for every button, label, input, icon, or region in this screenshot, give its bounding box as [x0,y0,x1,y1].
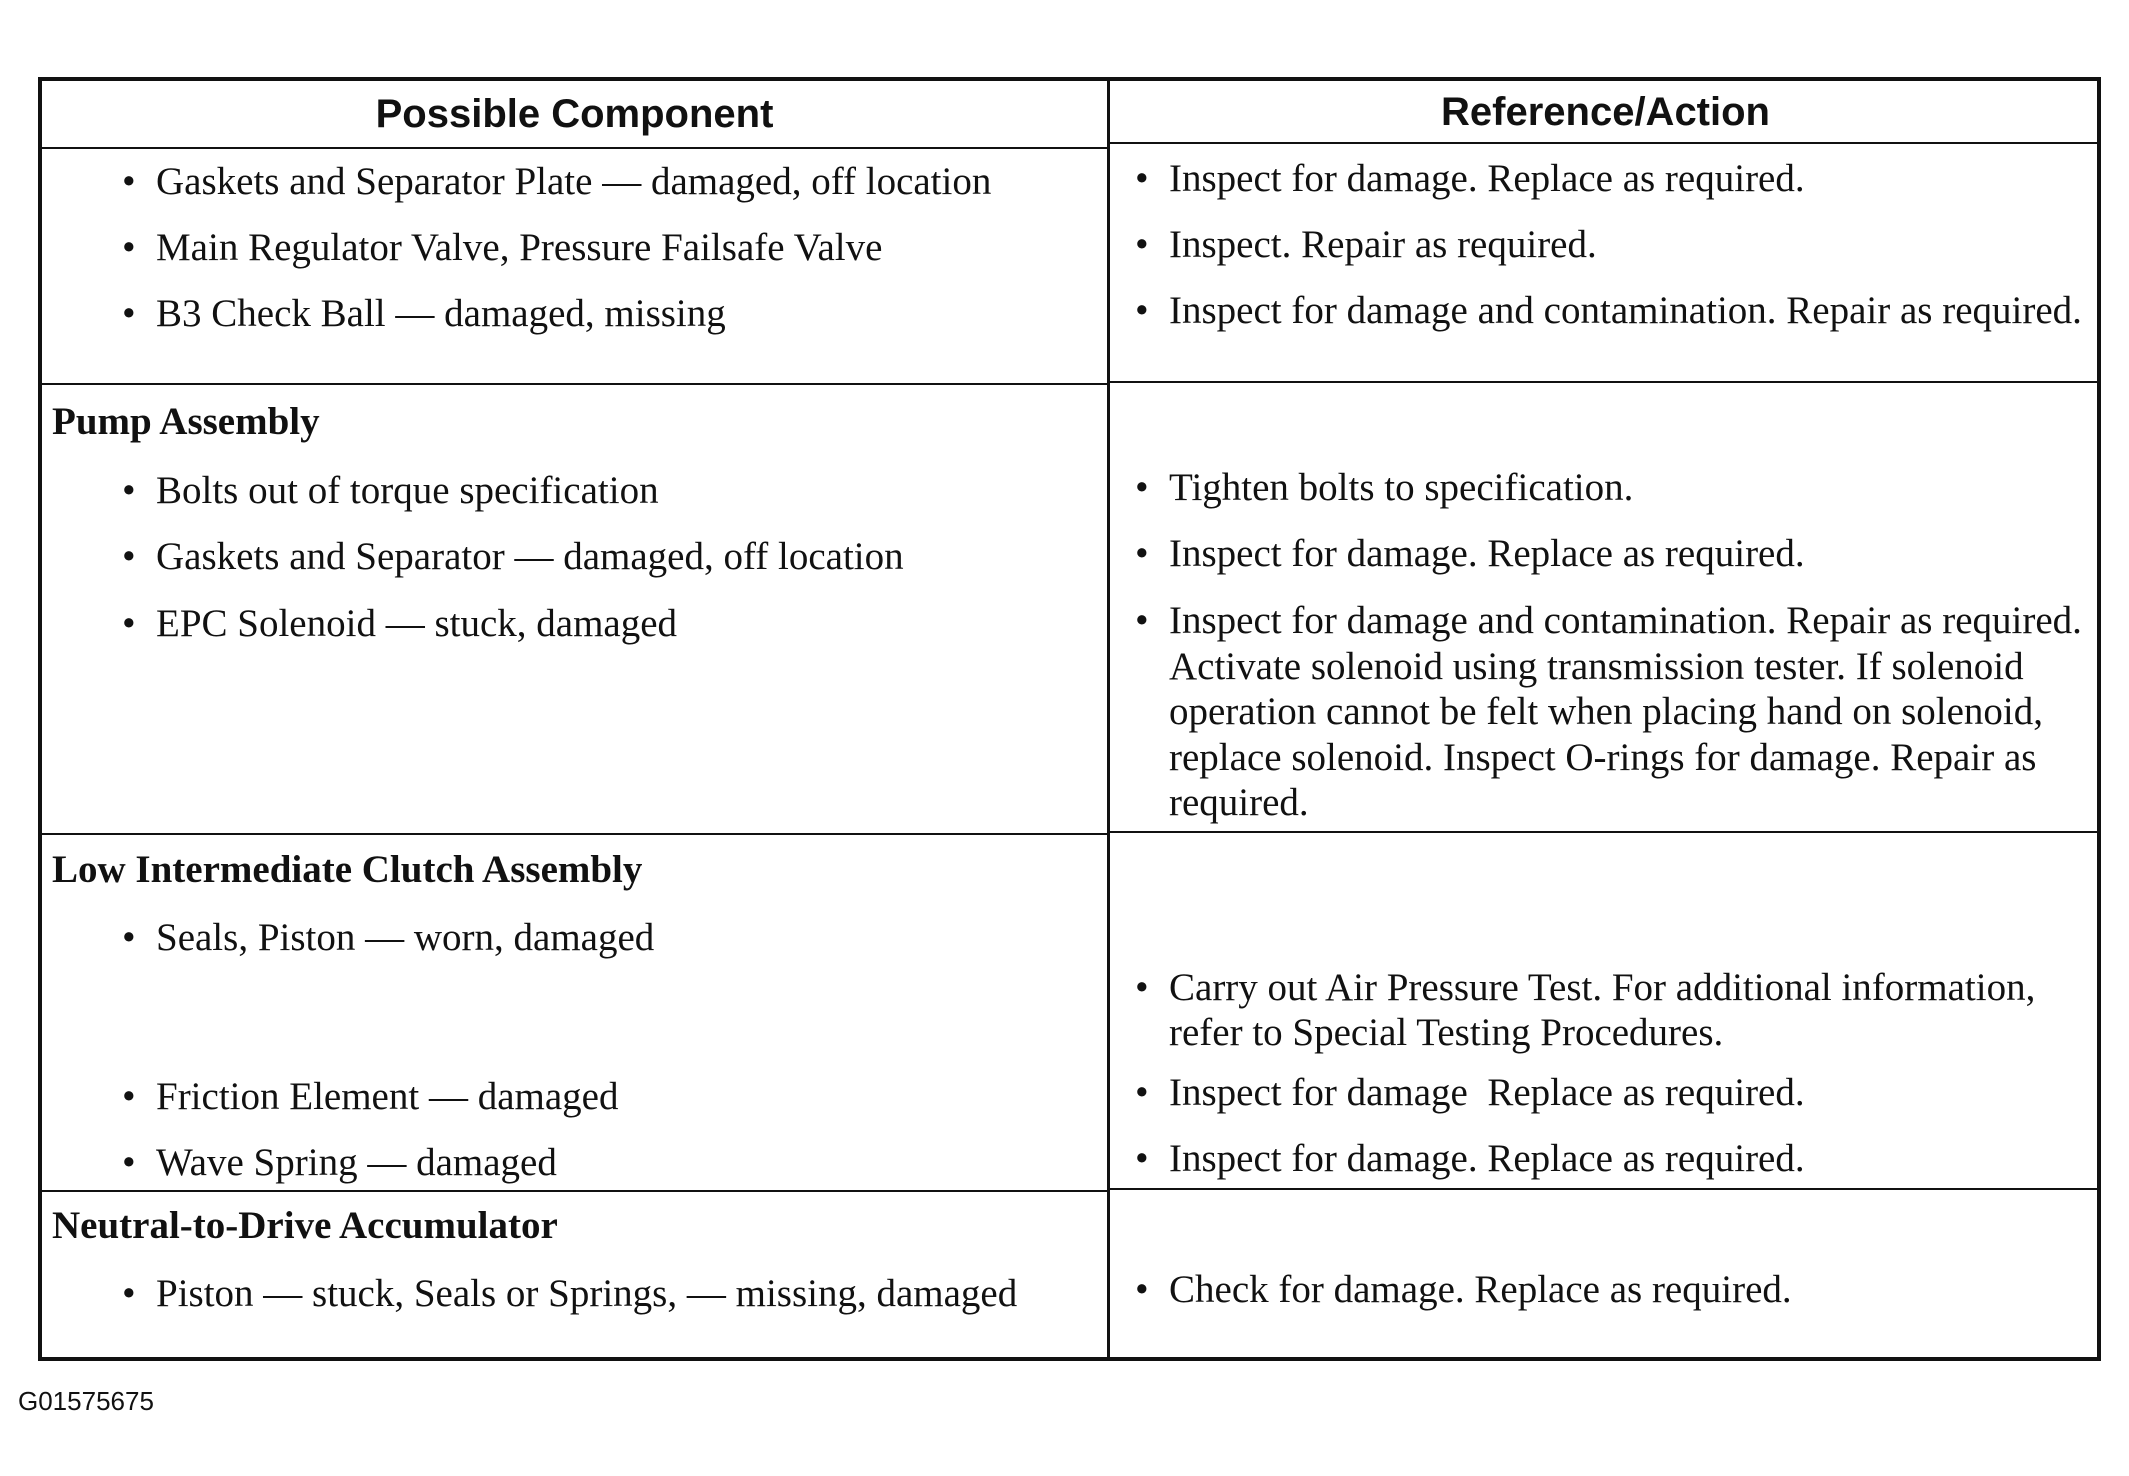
list-item: • Main Regulator Valve, Pressure Failsafe Valve [122,226,883,269]
list-item: • Carry out Air Pressure Test. For additional information, refer to Special Testing Procedures. [1135,966,2036,1054]
list-item: • Piston — stuck, Seals or Springs, — missing, damaged [122,1272,1018,1315]
list-item: • Wave Spring — damaged [122,1141,557,1184]
list-item: • Inspect for damage Replace as required. [1135,1071,1805,1114]
list-item: • Seals, Piston — worn, damaged [122,916,655,959]
header-reference-action: Reference/Action [1441,89,1770,134]
list-item: • Inspect. Repair as required. [1135,223,1597,266]
list-item: • Inspect for damage and contamination. Repair as required. Activate solenoid using transmission tester. If solenoid operation cannot be felt when placing hand on solenoid, replace solenoid. Inspect O-rings for damage. Repair as required. [1135,599,2082,824]
list-item: • Inspect for damage. Replace as required. [1135,157,1805,200]
header-rule-left [42,147,1108,149]
column-divider [1107,81,1110,1357]
section-rule-right [1108,1188,2101,1190]
section-title-neutral-to-drive-accumulator: Neutral-to-Drive Accumulator [52,1204,558,1247]
list-item: • Bolts out of torque specification [122,469,659,512]
diagnosis-table [38,77,2101,1361]
section-rule-right [1108,831,2101,833]
figure-id: G01575675 [18,1386,154,1416]
list-item: • Inspect for damage and contamination. Repair as required. [1135,289,2082,332]
list-item: • B3 Check Ball — damaged, missing [122,292,726,335]
list-item: • Gaskets and Separator — damaged, off location [122,535,904,578]
header-possible-component: Possible Component [375,92,774,136]
section-rule-left [42,383,1108,385]
list-item: • Tighten bolts to specification. [1135,466,1634,509]
list-item: • EPC Solenoid — stuck, damaged [122,602,678,645]
section-title-low-intermediate-clutch: Low Intermediate Clutch Assembly [52,848,643,891]
list-item: • Gaskets and Separator Plate — damaged, off location [122,160,992,203]
section-rule-left [42,833,1108,835]
section-title-pump-assembly: Pump Assembly [52,400,320,443]
section-rule-left [42,1190,1108,1192]
list-item: • Inspect for damage. Replace as required. [1135,1137,1805,1180]
list-item: • Inspect for damage. Replace as required. [1135,532,1805,575]
list-item: • Check for damage. Replace as required. [1135,1268,1792,1311]
header-rule-right [1108,142,2101,144]
section-rule-right [1108,381,2101,383]
list-item: • Friction Element — damaged [122,1075,619,1118]
